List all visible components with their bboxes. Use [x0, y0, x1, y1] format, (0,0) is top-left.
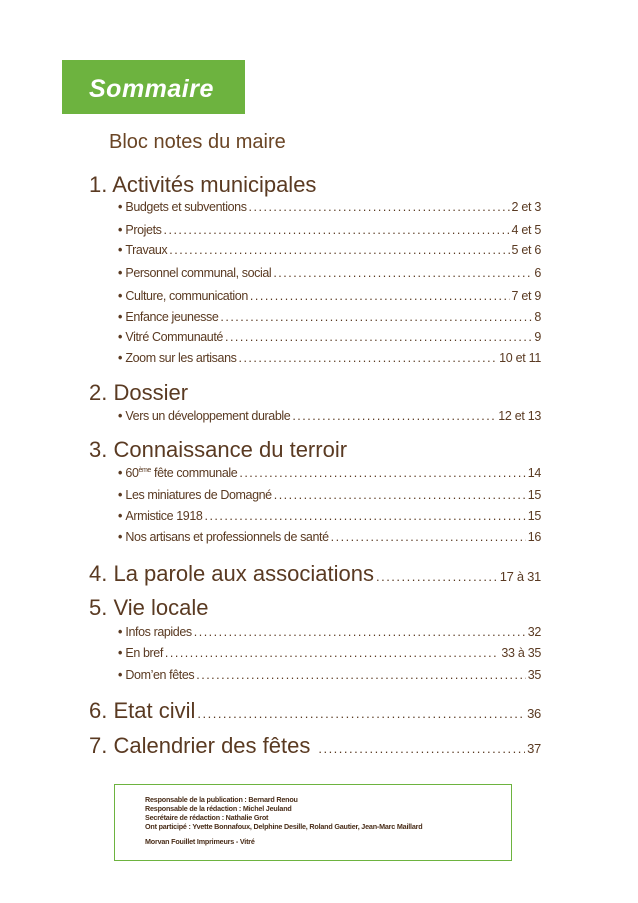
- entry-label: Infos rapides: [125, 625, 192, 639]
- bullet: •: [118, 668, 123, 682]
- entry-page: 9: [534, 330, 541, 344]
- entry-page: 5 et 6: [511, 243, 541, 257]
- entry-page: 15: [527, 488, 541, 502]
- entry-label: Vers un développement durable: [125, 409, 291, 423]
- entry-label: Dom’en fêtes: [125, 668, 195, 682]
- entry-page: 16: [527, 530, 541, 544]
- entry-page: 35: [527, 668, 541, 682]
- leader-dots: [274, 488, 526, 502]
- entry-page: 15: [527, 509, 541, 523]
- toc-entry[interactable]: [118, 330, 541, 344]
- leader-dots: [250, 289, 510, 303]
- toc-entry[interactable]: [118, 266, 541, 280]
- entry-label: Zoom sur les artisans: [125, 351, 237, 365]
- entry-page: 6: [534, 266, 541, 280]
- section-title-vie-locale: 5. Vie locale: [89, 595, 209, 620]
- bullet: •: [118, 466, 123, 480]
- entry-label: Vitré Communauté: [125, 330, 223, 344]
- entry-page: 17 à 31: [499, 569, 541, 584]
- bullet: •: [118, 223, 123, 237]
- leader-dots: [220, 310, 532, 324]
- entry-label: Projets: [125, 223, 162, 237]
- toc-section-etat-civil[interactable]: [89, 698, 541, 724]
- bullet: •: [118, 310, 123, 324]
- toc-entry[interactable]: [118, 310, 541, 324]
- leader-dots: [239, 466, 525, 480]
- entry-page: 12 et 13: [498, 409, 541, 423]
- leader-dots: [196, 668, 525, 682]
- entry-label: Les miniatures de Domagné: [125, 488, 272, 502]
- toc-entry[interactable]: [118, 509, 541, 523]
- printer-credit: Morvan Fouillet Imprimeurs - Vitré: [145, 837, 255, 846]
- leader-dots: [273, 266, 532, 280]
- bullet: •: [118, 200, 123, 214]
- entry-label: [125, 466, 237, 480]
- toc-entry[interactable]: [118, 289, 541, 303]
- credit-line: Ont participé : Yvette Bonnafoux, Delphine Desille, Roland Gautier, Jean-Marc Maillard: [145, 822, 423, 831]
- leader-dots: [165, 646, 499, 660]
- bullet: •: [118, 530, 123, 544]
- entry-label-number: 60: [125, 466, 139, 480]
- page-title: Sommaire: [89, 75, 214, 103]
- entry-label-superscript: ème: [138, 466, 151, 474]
- bullet: •: [118, 509, 123, 523]
- toc-entry[interactable]: [118, 351, 541, 365]
- credits-box: [114, 784, 512, 861]
- leader-dots: [194, 625, 526, 639]
- section-title-associations: 4. La parole aux associations: [89, 561, 374, 586]
- entry-label-text: fête communale: [150, 466, 238, 480]
- bullet: •: [118, 351, 123, 365]
- entry-page: 33 à 35: [501, 646, 541, 660]
- bullet: •: [118, 409, 123, 423]
- section-title-calendrier: 7. Calendrier des fêtes: [89, 733, 311, 758]
- entry-page: 4 et 5: [511, 223, 541, 237]
- entry-page: 10 et 11: [499, 351, 541, 365]
- entry-label: Nos artisans et professionnels de santé: [125, 530, 329, 544]
- leader-dots: [164, 223, 510, 237]
- leader-dots: [318, 741, 525, 756]
- entry-page: 37: [527, 741, 541, 756]
- credit-line: Secrétaire de rédaction : Nathalie Grot: [145, 813, 269, 822]
- leader-dots: [331, 530, 526, 544]
- entry-label: Armistice 1918: [125, 509, 203, 523]
- intro-heading: Bloc notes du maire: [109, 131, 286, 153]
- toc-entry[interactable]: [118, 646, 541, 660]
- entry-label: Enfance jeunesse: [125, 310, 219, 324]
- toc-entry[interactable]: [118, 243, 541, 257]
- bullet: •: [118, 266, 123, 280]
- entry-page: 36: [527, 706, 541, 721]
- section-title-etat-civil: 6. Etat civil: [89, 698, 196, 723]
- bullet: •: [118, 625, 123, 639]
- entry-page: 8: [534, 310, 541, 324]
- sommaire-banner: [62, 60, 245, 114]
- section-title-dossier: 2. Dossier: [89, 380, 189, 405]
- section-title-activites: 1. Activités municipales: [89, 172, 317, 197]
- entry-page: 14: [527, 466, 541, 480]
- bullet: •: [118, 330, 123, 344]
- leader-dots: [169, 243, 509, 257]
- section-title-terroir: 3. Connaissance du terroir: [89, 437, 348, 462]
- leader-dots: [225, 330, 532, 344]
- credit-line: Responsable de la rédaction : Michel Jeuland: [145, 804, 292, 813]
- entry-label: Travaux: [125, 243, 168, 257]
- bullet: •: [118, 488, 123, 502]
- toc-entry[interactable]: [118, 409, 541, 423]
- entry-page: 7 et 9: [511, 289, 541, 303]
- entry-label: Budgets et subventions: [125, 200, 247, 214]
- entry-page: 2 et 3: [511, 200, 541, 214]
- toc-entry[interactable]: [118, 625, 541, 639]
- toc-section-associations[interactable]: [89, 561, 541, 587]
- bullet: •: [118, 646, 123, 660]
- leader-dots: [249, 200, 510, 214]
- toc-entry[interactable]: [118, 530, 541, 544]
- entry-label: En bref: [125, 646, 163, 660]
- bullet: •: [118, 289, 123, 303]
- leader-dots: [292, 409, 496, 423]
- leader-dots: [204, 509, 525, 523]
- leader-dots: [238, 351, 497, 365]
- toc-entry[interactable]: [118, 488, 541, 502]
- credit-line: Responsable de la publication : Bernard Renou: [145, 795, 298, 804]
- entry-label: Culture, communication: [125, 289, 248, 303]
- toc-entry[interactable]: [118, 223, 541, 237]
- leader-dots: [376, 569, 498, 584]
- bullet: •: [118, 243, 123, 257]
- toc-entry[interactable]: [118, 668, 541, 682]
- leader-dots: [197, 706, 525, 721]
- toc-entry[interactable]: [118, 466, 541, 480]
- entry-page: 32: [527, 625, 541, 639]
- toc-entry[interactable]: [118, 200, 541, 214]
- toc-section-calendrier[interactable]: [89, 733, 541, 759]
- entry-label: Personnel communal, social: [125, 266, 272, 280]
